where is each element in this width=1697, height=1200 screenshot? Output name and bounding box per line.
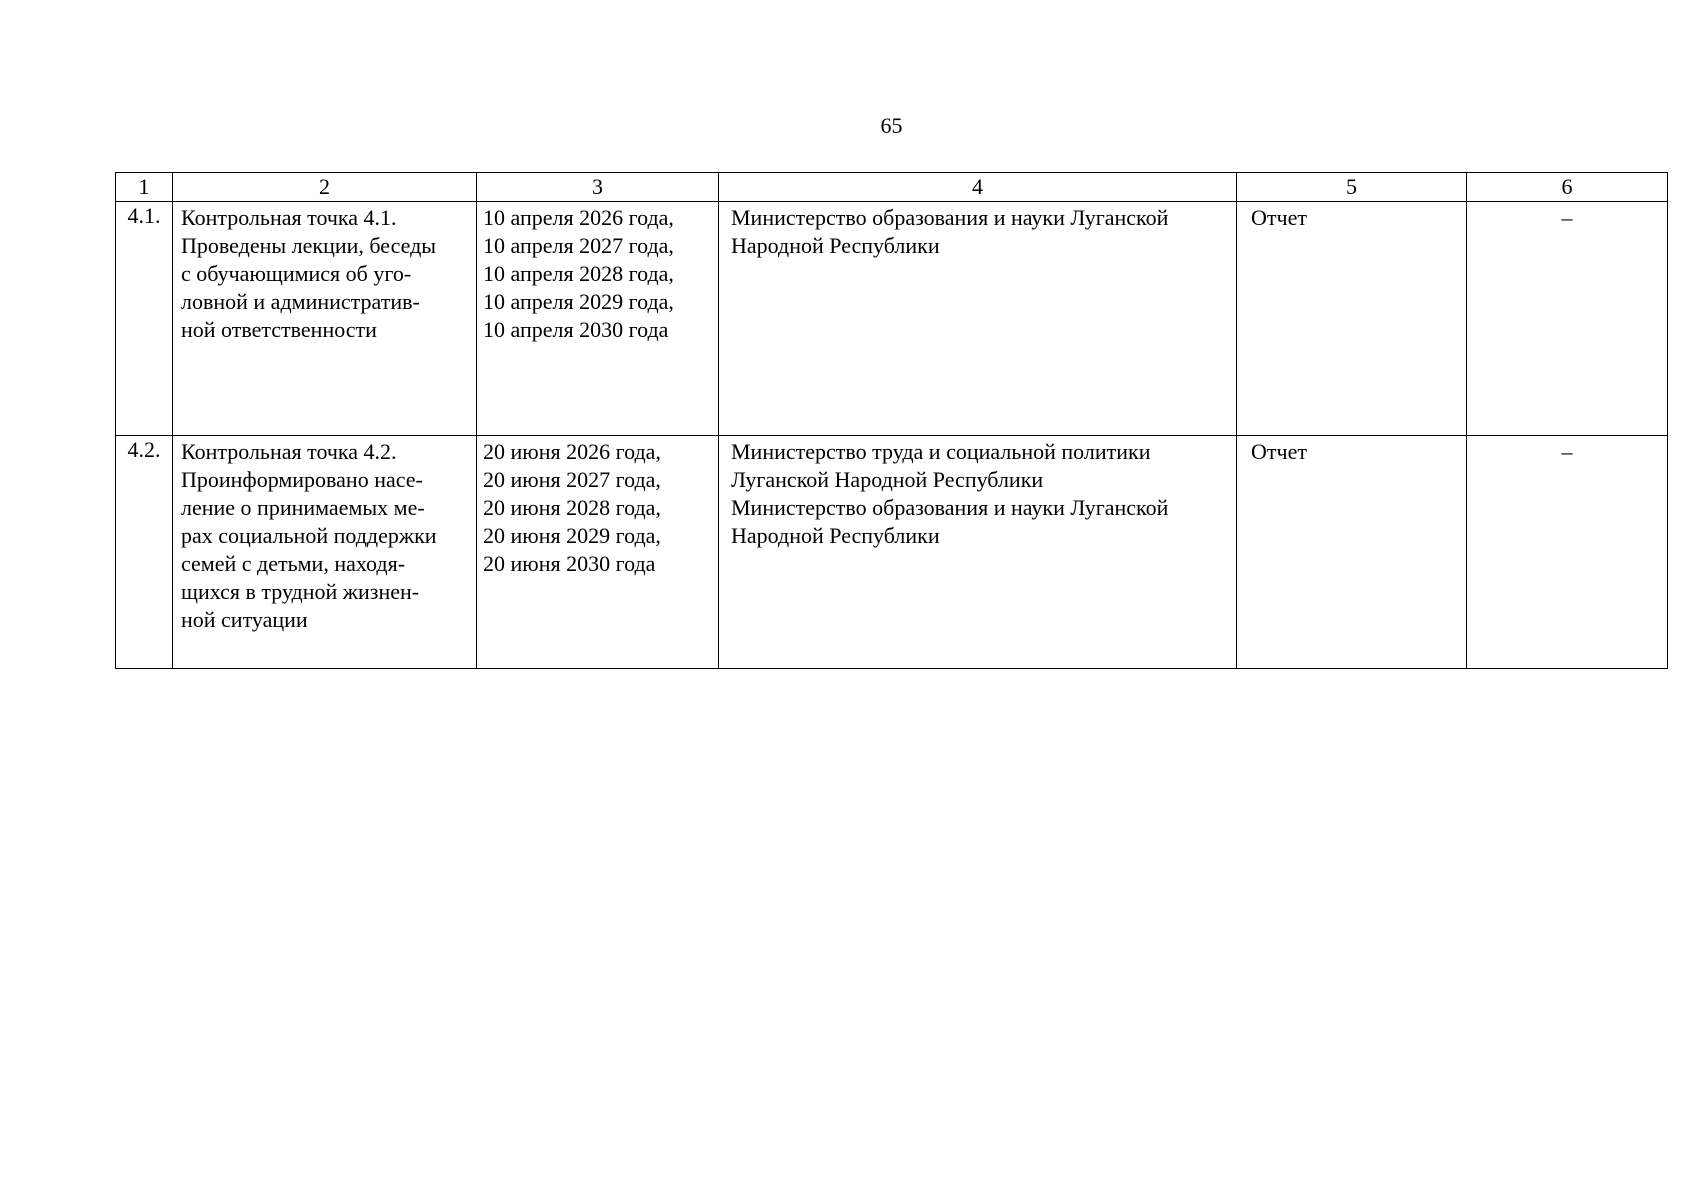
report-form-cell: Отчет (1237, 436, 1467, 669)
note-cell: – (1467, 436, 1668, 669)
deadline-line: 20 июня 2027 года, (483, 467, 661, 492)
description-line: ной ситуации (181, 607, 308, 632)
responsible-line: Министерство образования и науки Луганской (731, 495, 1169, 520)
description-line: с обучающимися об уго- (181, 261, 412, 286)
plan-table (115, 172, 1668, 669)
column-header-2: 2 (173, 173, 477, 202)
deadline-line: 20 июня 2030 года (483, 551, 656, 576)
deadline-line: 10 апреля 2028 года, (483, 261, 674, 286)
column-header-6: 6 (1467, 173, 1668, 202)
responsible-line: Народной Республики (731, 523, 940, 548)
column-header-3: 3 (477, 173, 719, 202)
deadline-line: 20 июня 2026 года, (483, 439, 661, 464)
responsible-line: Луганской Народной Республики (731, 467, 1044, 492)
responsible-cell (719, 436, 1237, 669)
row-number: 4.1. (116, 202, 173, 436)
description-line: ление о принимаемых ме- (181, 495, 425, 520)
table-row (116, 436, 1668, 669)
deadline-line: 10 апреля 2026 года, (483, 205, 674, 230)
deadline-line: 20 июня 2029 года, (483, 523, 661, 548)
responsible-line: Министерство труда и социальной политики (731, 439, 1151, 464)
description-line: Проведены лекции, беседы (181, 233, 437, 258)
description-line: Контрольная точка 4.1. (181, 205, 397, 230)
description-cell (173, 202, 477, 436)
deadline-line: 10 апреля 2029 года, (483, 289, 674, 314)
responsible-line: Министерство образования и науки Луганской (731, 205, 1169, 230)
column-header-1: 1 (116, 173, 173, 202)
deadline-cell (477, 202, 719, 436)
table-row (116, 202, 1668, 436)
report-form-cell: Отчет (1237, 202, 1467, 436)
description-line: Проинформировано насе- (181, 467, 423, 492)
responsible-cell (719, 202, 1237, 436)
deadline-line: 10 апреля 2027 года, (483, 233, 674, 258)
description-line: Контрольная точка 4.2. (181, 439, 397, 464)
table-header-row (116, 173, 1668, 202)
column-header-4: 4 (719, 173, 1237, 202)
description-line: щихся в трудной жизнен- (181, 579, 420, 604)
description-cell (173, 436, 477, 669)
page-number: 65 (880, 113, 903, 138)
deadline-line: 20 июня 2028 года, (483, 495, 661, 520)
note-cell: – (1467, 202, 1668, 436)
row-number: 4.2. (116, 436, 173, 669)
column-header-5: 5 (1237, 173, 1467, 202)
description-line: ловной и административ- (181, 289, 420, 314)
description-line: рах социальной поддержки (181, 523, 437, 548)
deadline-line: 10 апреля 2030 года (483, 317, 669, 342)
deadline-cell (477, 436, 719, 669)
responsible-line: Народной Республики (731, 233, 940, 258)
description-line: ной ответственности (181, 317, 377, 342)
description-line: семей с детьми, находя- (181, 551, 406, 576)
